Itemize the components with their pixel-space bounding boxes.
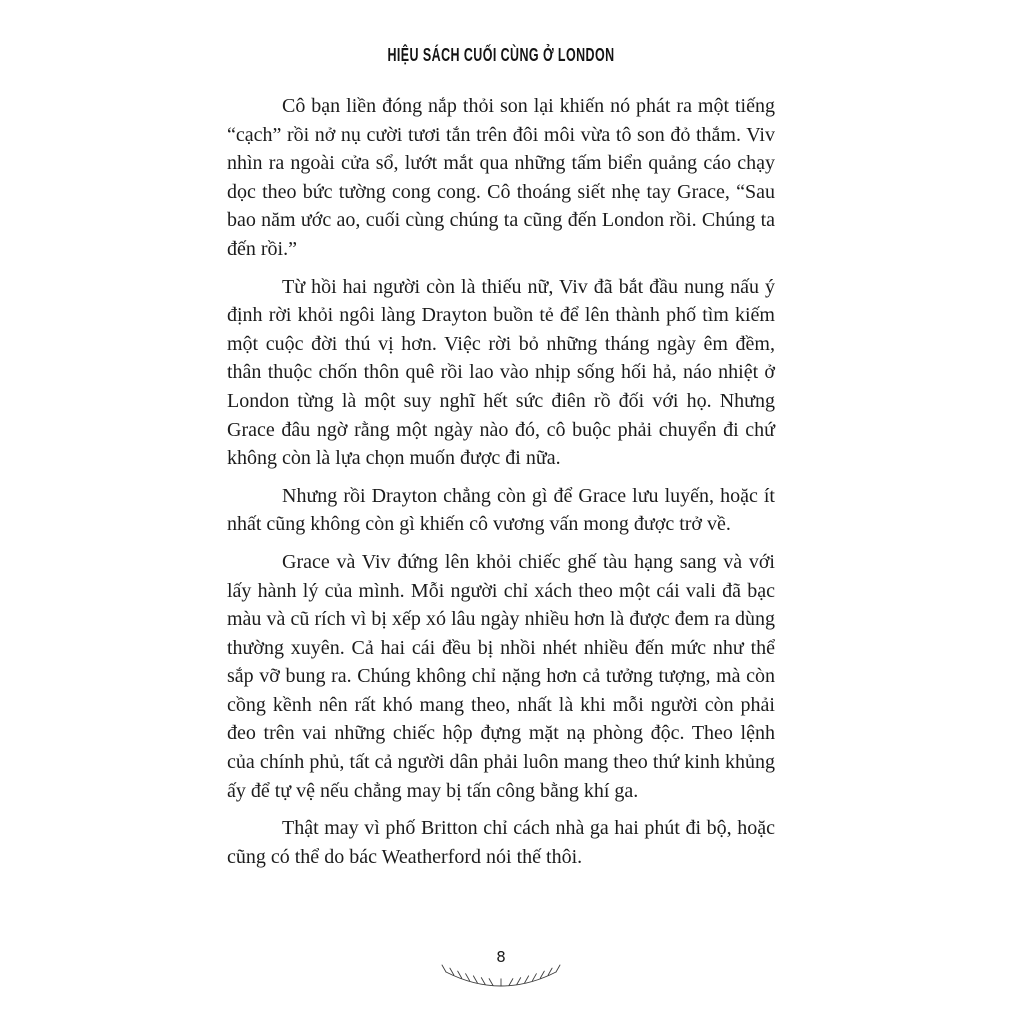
running-header [227,45,775,67]
running-header-title: HIỆU SÁCH CUỐI CÙNG Ở LONDON [387,45,615,67]
body-paragraph: Thật may vì phố Britton chỉ cách nhà ga hai phút đi bộ, hoặc cũng có thể do bác Weatherford nói thế thôi. [227,817,775,868]
body-paragraph: Nhưng rồi Drayton chẳng còn gì để Grace lưu luyến, hoặc ít nhất cũng không còn gì khiến cô vương vấn mong được trở về. [227,484,775,536]
page-footer [227,948,775,992]
laurel-divider-icon [436,964,566,992]
body-paragraph: Grace và Viv đứng lên khỏi chiếc ghế tàu hạng sang và với lấy hành lý của mình. Mỗi người chỉ xách theo một cái vali đã bạc màu và cũ rích vì bị xếp xó lâu ngày nhiều hơn là được đem ra dùng thường xuyên. Cả hai cái đều bị nhồi nhét nhiều đến mức như thể sắp vỡ bung ra. Chúng không chỉ nặng hơn cả tưởng tượng, mà còn cồng kềnh nên rất khó mang theo, nhất là khi mỗi người còn phải đeo trên vai những chiếc hộp đựng mặt nạ phòng độc. Theo lệnh của chính phủ, tất cả người dân phải luôn mang theo thứ kinh khủng ấy để tự vệ nếu chẳng may bị tấn công bằng khí ga. [227,550,775,802]
body-text-column [227,92,775,880]
page-number: 8 [496,948,506,966]
body-paragraph: Cô bạn liền đóng nắp thỏi son lại khiến nó phát ra một tiếng “cạch” rồi nở nụ cười tươi tắn trên đôi môi vừa tô son đỏ thắm. Viv nhìn ra ngoài cửa sổ, lướt mắt qua những tấm biển quảng cáo chạy dọc theo bức tường cong cong. Cô thoáng siết nhẹ tay Grace, “Sau bao năm ước ao, cuối cùng chúng ta cũng đến London rồi. Chúng ta đến rồi.” [227,95,775,260]
body-paragraph: Từ hồi hai người còn là thiếu nữ, Viv đã bắt đầu nung nấu ý định rời khỏi ngôi làng Drayton buồn tẻ để lên thành phố tìm kiếm một cuộc đời thú vị hơn. Việc rời bỏ những tháng ngày êm đềm, thân thuộc chốn thôn quê rồi lao vào nhịp sống hối hả, náo nhiệt ở London từng là một suy nghĩ hết sức điên rồ đối với họ. Nhưng Grace đâu ngờ rằng một ngày nào đó, cô buộc phải chuyển đi chứ không còn là lựa chọn muốn được đi nữa. [227,275,775,470]
